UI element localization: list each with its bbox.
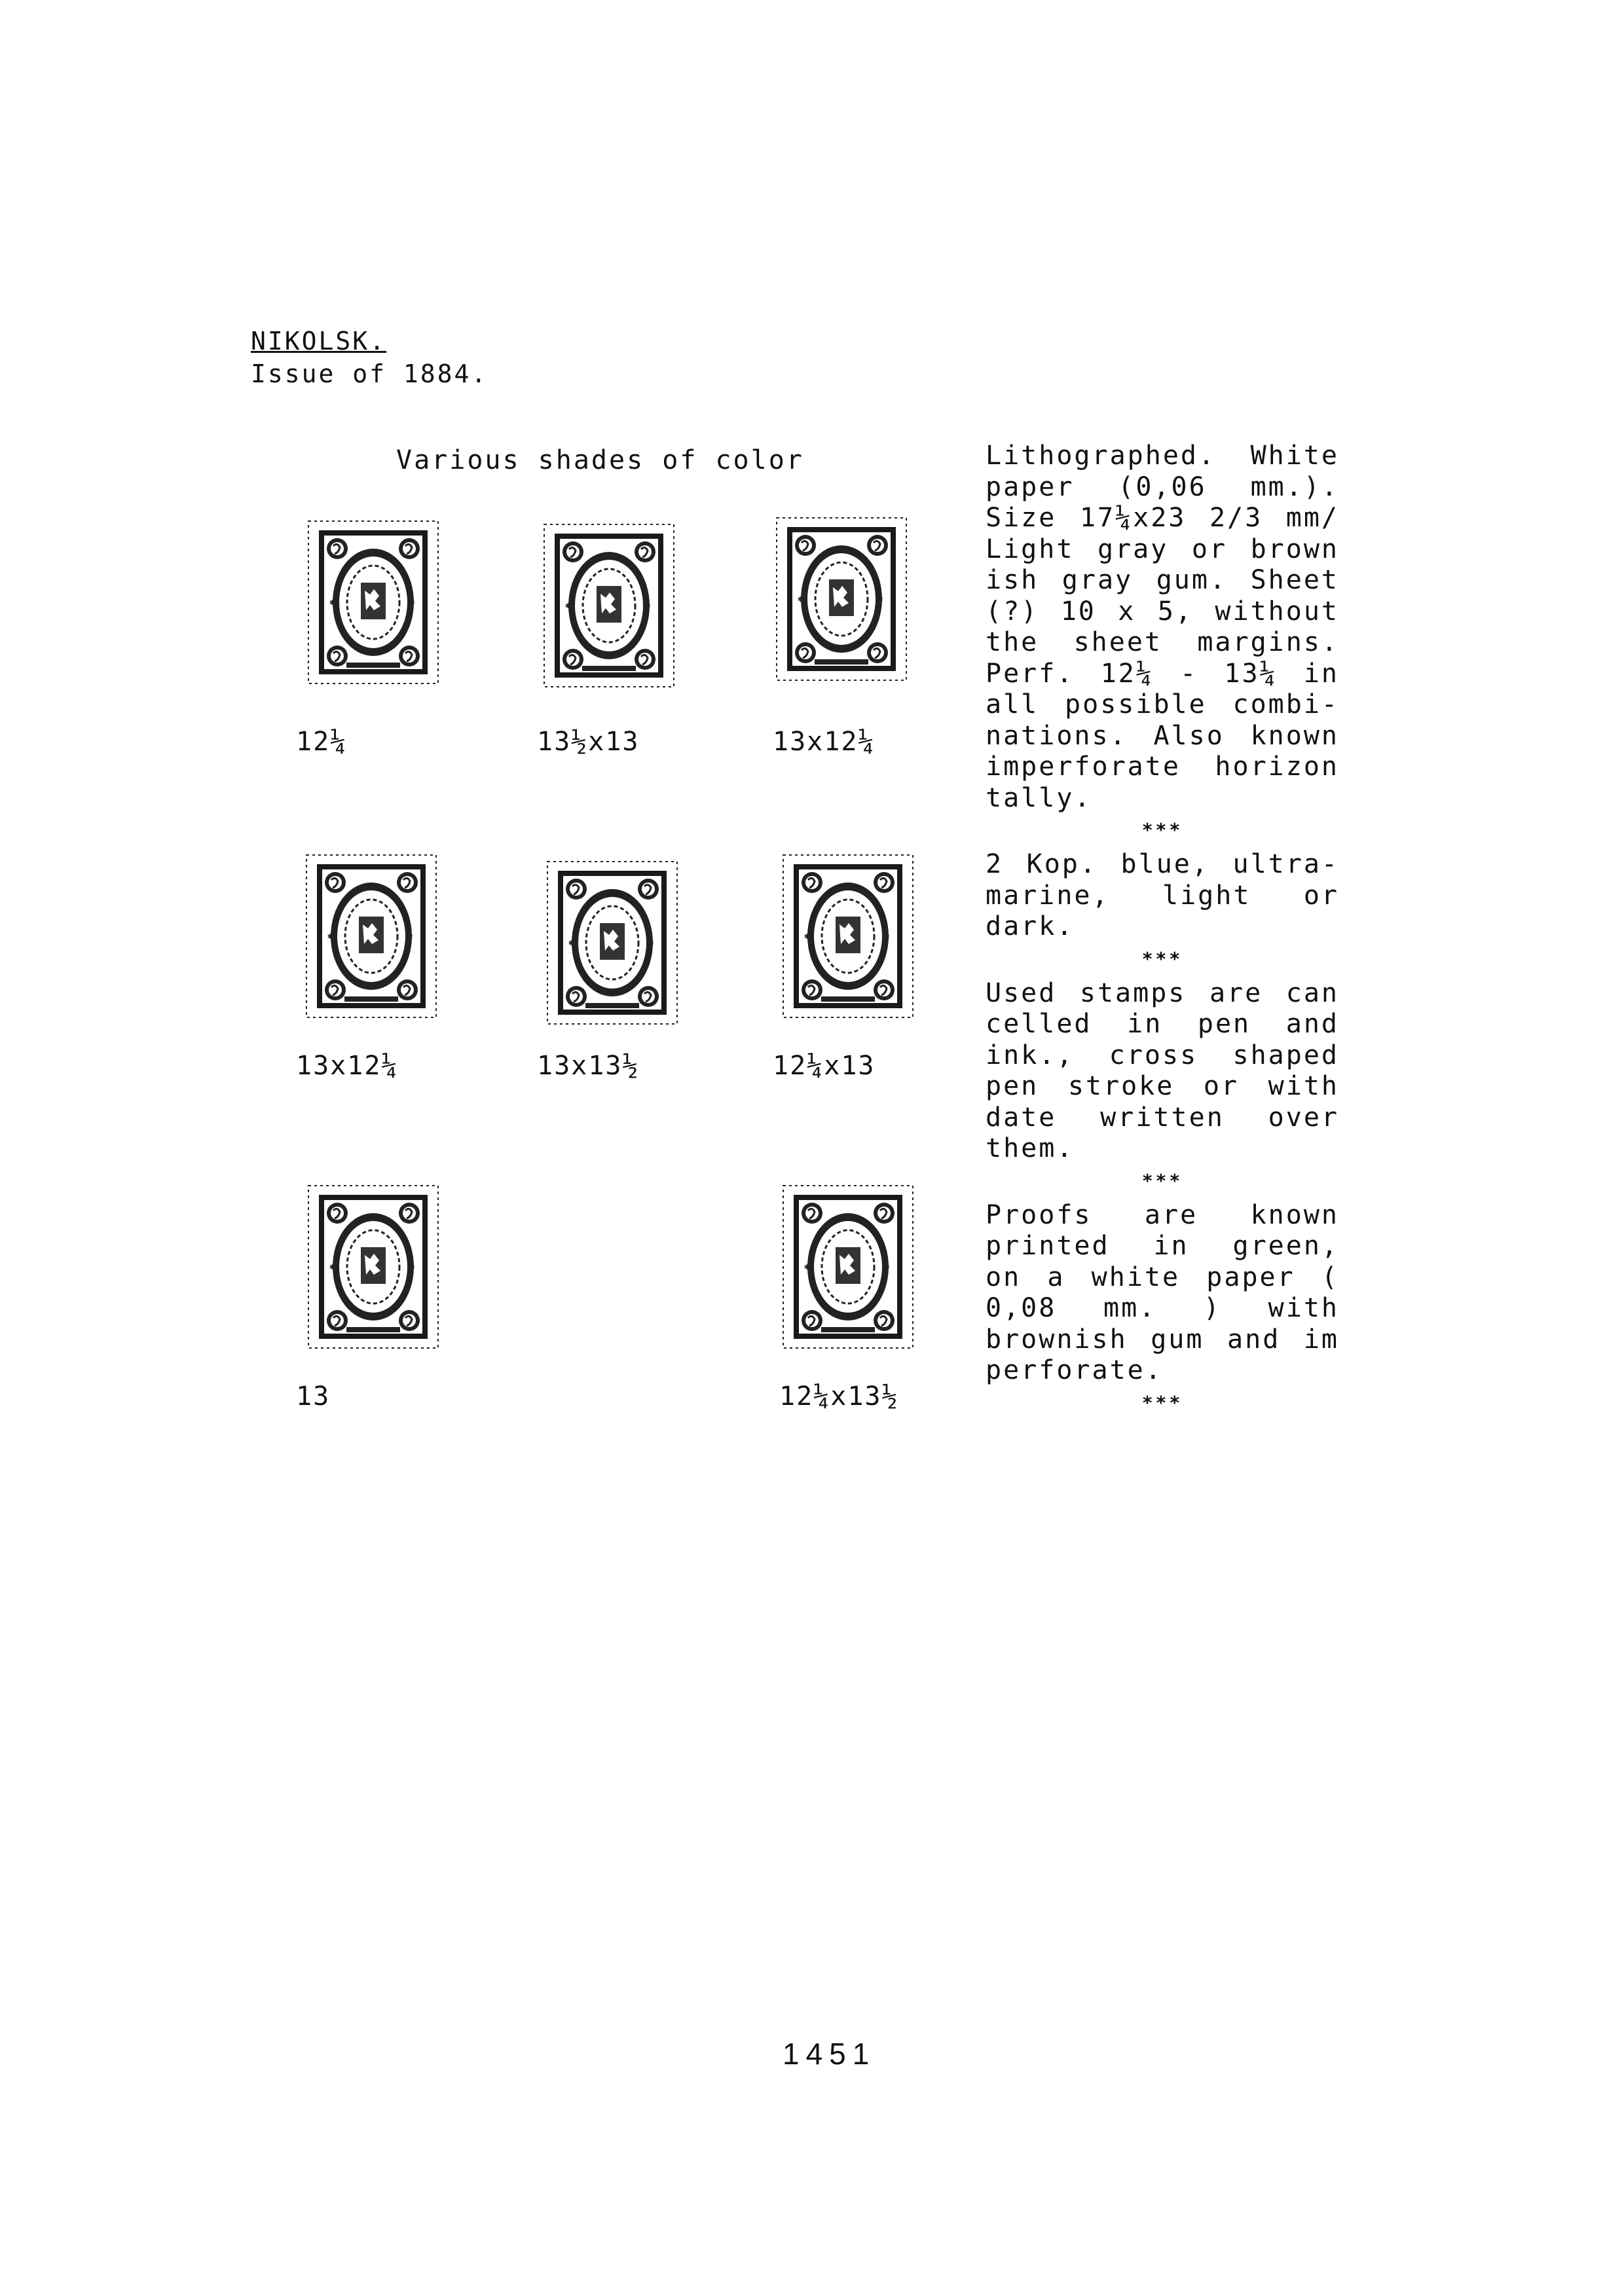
- svg-text:✱: ✱: [648, 938, 654, 948]
- stamp-image: [304, 1182, 442, 1352]
- stamp-image: [773, 514, 910, 684]
- perforation-label: 13: [296, 1381, 331, 1412]
- svg-text:✱: ✱: [565, 600, 571, 611]
- svg-text:✱: ✱: [568, 938, 574, 948]
- perforation-label: 12¼x13½: [779, 1381, 899, 1412]
- svg-text:✱: ✱: [645, 600, 651, 611]
- perforation-label: 12¼: [296, 727, 348, 757]
- stamp-image: [304, 517, 442, 687]
- stamp-image: [779, 1182, 917, 1352]
- separator: ***: [1141, 947, 1183, 970]
- page-number: 1451: [783, 2037, 876, 2071]
- cancellation-note: Used stamps are can celled in pen and ink., cross shaped pen stroke or with date written over them.: [986, 977, 1339, 1163]
- perforation-label: 13½x13: [537, 727, 640, 757]
- proofs-note: Proofs are known printed in green, on a white paper ( 0,08 mm. ) with brownish gum and im perforate.: [986, 1199, 1339, 1385]
- description-column: [986, 441, 1339, 1422]
- perforation-label: 13x12¼: [773, 727, 876, 757]
- lithography-note: Lithographed. White paper (0,06 mm.). Size 17¼x23 2/3 mm/ Light gray or brown ish gray gum. Sheet (?) 10 x 5, without the sheet margins. Perf. 12¼ - 13¼ in all possible combi- nations. Also known imperforate horizon tally.: [986, 441, 1339, 813]
- svg-text:✱: ✱: [877, 594, 883, 604]
- stamp-image: [540, 520, 678, 691]
- svg-text:✱: ✱: [798, 594, 803, 604]
- stamp-image: [544, 858, 681, 1028]
- separator: ***: [1141, 1169, 1183, 1192]
- svg-text:✱: ✱: [327, 931, 333, 941]
- svg-text:✱: ✱: [884, 931, 890, 941]
- svg-text:✱: ✱: [804, 1262, 810, 1272]
- page-title: NIKOLSK.: [251, 327, 387, 355]
- separator: ***: [1141, 1391, 1183, 1413]
- color-note: 2 Kop. blue, ultra- marine, light or dark.: [986, 849, 1339, 941]
- svg-text:✱: ✱: [884, 1262, 890, 1272]
- perforation-label: 13x12¼: [296, 1051, 399, 1081]
- svg-text:✱: ✱: [329, 1262, 335, 1272]
- svg-text:✱: ✱: [407, 931, 413, 941]
- stamp-image: [303, 851, 440, 1021]
- issue-subtitle: Issue of 1884.: [251, 359, 489, 388]
- separator: ***: [1141, 819, 1183, 841]
- perforation-label: 12¼x13: [773, 1051, 876, 1081]
- svg-text:✱: ✱: [329, 597, 335, 608]
- svg-text:✱: ✱: [409, 597, 415, 608]
- svg-text:✱: ✱: [409, 1262, 415, 1272]
- svg-text:✱: ✱: [804, 931, 810, 941]
- perforation-label: 13x13½: [537, 1051, 640, 1081]
- illustrations-caption: Various shades of color: [396, 445, 804, 475]
- stamp-image: [779, 851, 917, 1021]
